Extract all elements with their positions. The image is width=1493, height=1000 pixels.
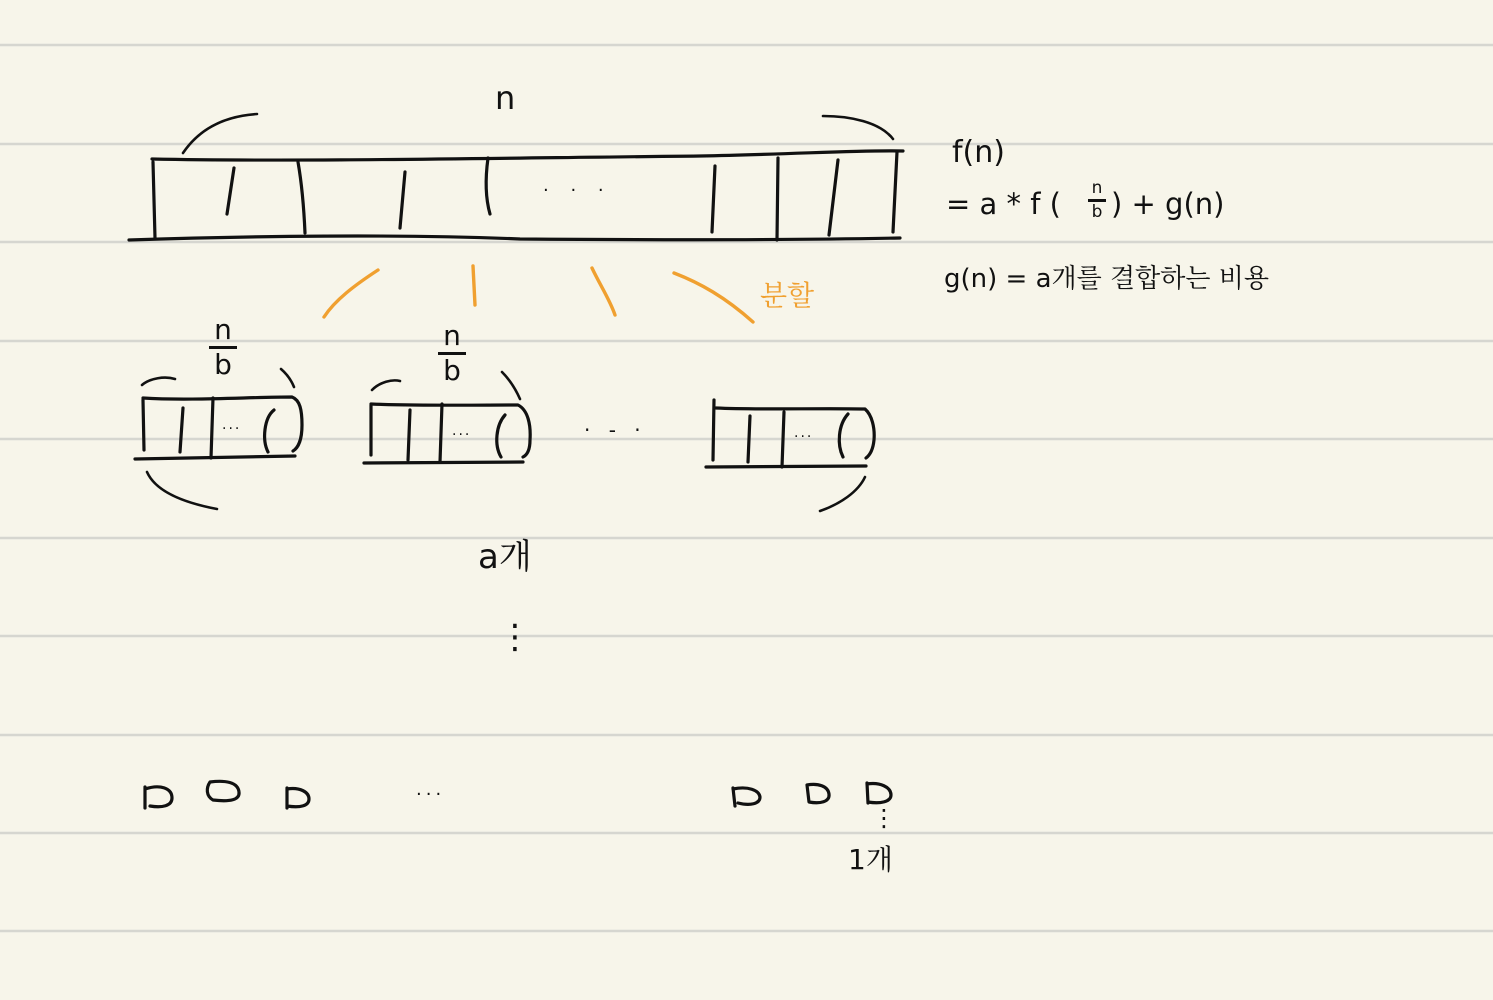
sub-array-count-label: a개 bbox=[478, 537, 532, 577]
leaves-ellipsis: ··· bbox=[416, 784, 446, 805]
top-array-bracket bbox=[183, 114, 893, 153]
split-arrows bbox=[324, 266, 753, 322]
sub-array-1-size-label bbox=[205, 313, 241, 381]
split-label: 분할 bbox=[760, 279, 815, 312]
sub-array-1-size-denominator: b bbox=[214, 348, 232, 381]
formula-fraction-denominator: b bbox=[1091, 202, 1103, 222]
sub-array-3 bbox=[706, 400, 874, 511]
top-array-ellipsis: · · · bbox=[543, 180, 612, 201]
leaf-count-label: 1개 bbox=[848, 843, 893, 876]
sub-array-2-size-label bbox=[434, 319, 470, 387]
formula-lhs: f(n) bbox=[952, 135, 1005, 170]
sub-array-1-ellipsis: ··· bbox=[222, 421, 242, 437]
sub-arrays-between-ellipsis: · - · bbox=[584, 418, 647, 442]
sub-array-1-size-numerator: n bbox=[214, 313, 232, 346]
formula-rhs-prefix: = a * f ( bbox=[946, 187, 1061, 221]
sub-array-3-ellipsis: ··· bbox=[794, 429, 814, 445]
recursion-vertical-ellipsis: ⋮ bbox=[498, 617, 532, 657]
g-definition: g(n) = a개를 결합하는 비용 bbox=[944, 264, 1269, 294]
top-array-size-label: n bbox=[495, 79, 516, 117]
sub-array-2-size-numerator: n bbox=[443, 319, 461, 352]
top-array bbox=[129, 151, 903, 240]
sub-array-2-ellipsis: ··· bbox=[452, 427, 472, 443]
formula-fraction-numerator: n bbox=[1091, 178, 1103, 198]
ruled-lines bbox=[0, 45, 1493, 931]
leaf-boxes bbox=[145, 781, 891, 808]
formula-rhs-suffix: ) + g(n) bbox=[1111, 187, 1225, 221]
formula-fraction bbox=[1085, 180, 1109, 221]
leaf-vertical-ellipsis: ⋮ bbox=[872, 804, 896, 832]
sub-array-2-size-denominator: b bbox=[443, 354, 461, 387]
